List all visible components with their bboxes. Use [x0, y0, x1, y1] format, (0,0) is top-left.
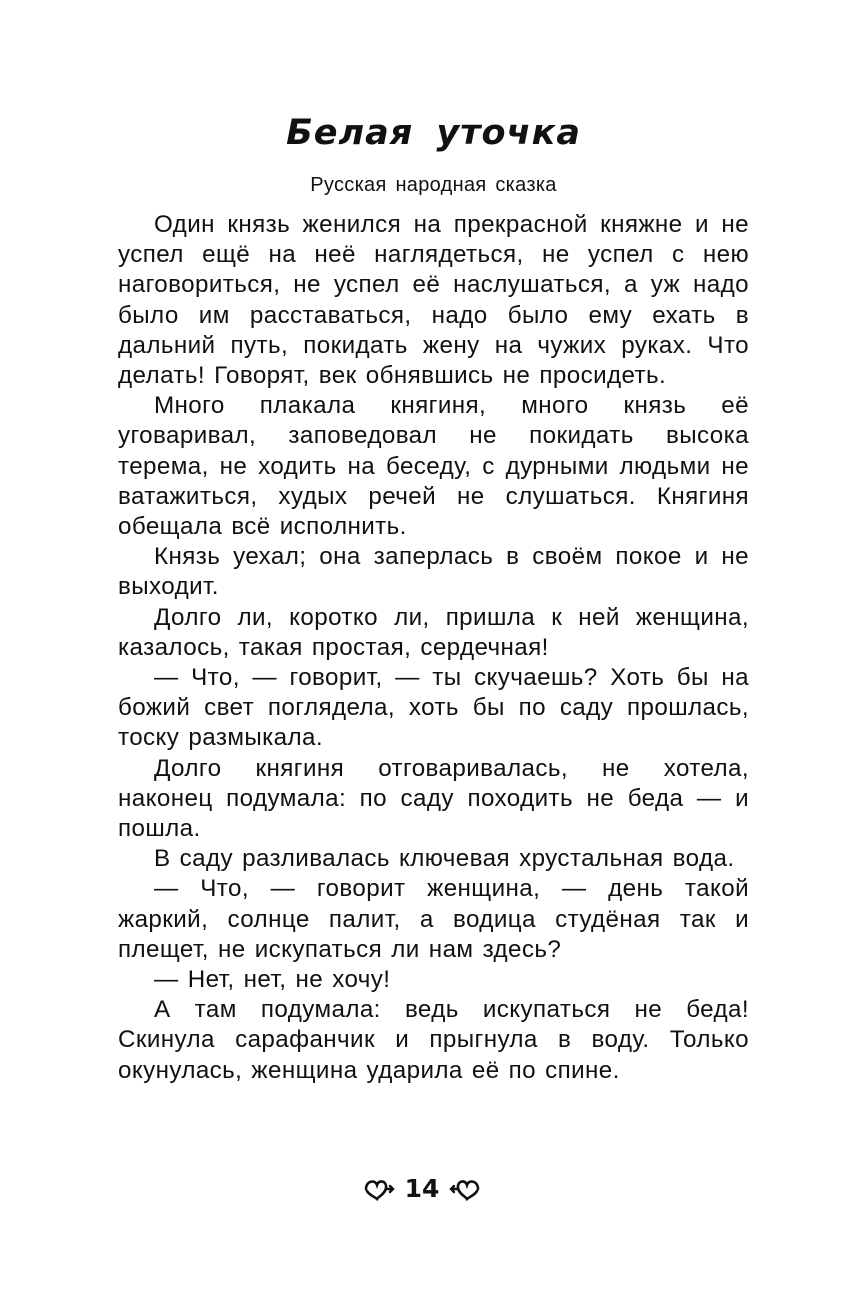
paragraph-10: А там подумала: ведь искупаться не беда! Скинула сарафанчик и прыгнула в воду. Только окунулась, женщина ударила её по спине.	[118, 996, 749, 1084]
paragraph-9: — Нет, нет, не хочу!	[154, 966, 391, 994]
page-footer	[0, 1172, 844, 1206]
page-content	[118, 100, 749, 1086]
paragraph-8: — Что, — говорит женщина, — день такой жаркий, солнце палит, а водица студёная так и плещет, не искупаться ли нам здесь?	[118, 875, 749, 963]
paragraph-6: Долго княгиня отговаривалась, не хотела, наконец подумала: по саду походить не беда — и пошла.	[118, 754, 749, 843]
story-body	[118, 210, 749, 1086]
paragraph-2: Много плакала княгиня, много князь её уговаривал, заповедовал не покидать высока терема, не ходить на беседу, с дурными людьми не ватажиться, худых речей не слушаться. Княгиня обещала всё исполнить.	[118, 392, 749, 541]
page-number: 14	[404, 1174, 440, 1203]
paragraph-4: Долго ли, коротко ли, пришла к ней женщина, казалось, такая простая, сердечная!	[118, 603, 749, 661]
story-title: Белая уточка	[286, 113, 581, 153]
paragraph-3: Князь уехал; она заперлась в своём покое и не выходит.	[118, 543, 749, 601]
left-heart-ornament-icon	[363, 1176, 395, 1202]
story-subtitle: Русская народная сказка	[310, 174, 557, 196]
paragraph-5: — Что, — говорит, — ты скучаешь? Хоть бы на божий свет поглядела, хоть бы по саду прошлась, тоску размыкала.	[118, 664, 749, 752]
right-heart-ornament-icon	[449, 1176, 481, 1202]
paragraph-1: Один князь женился на прекрасной княжне и не успел ещё на неё наглядеться, не успел с нею наговориться, не успел её наслушаться, а уж надо было им расставаться, надо было ему ехать в дальний путь, покидать жену на чужих руках. Что делать! Говорят, век обнявшись не просидеть.	[118, 211, 749, 390]
paragraph-7: В саду разливалась ключевая хрустальная вода.	[154, 845, 735, 873]
